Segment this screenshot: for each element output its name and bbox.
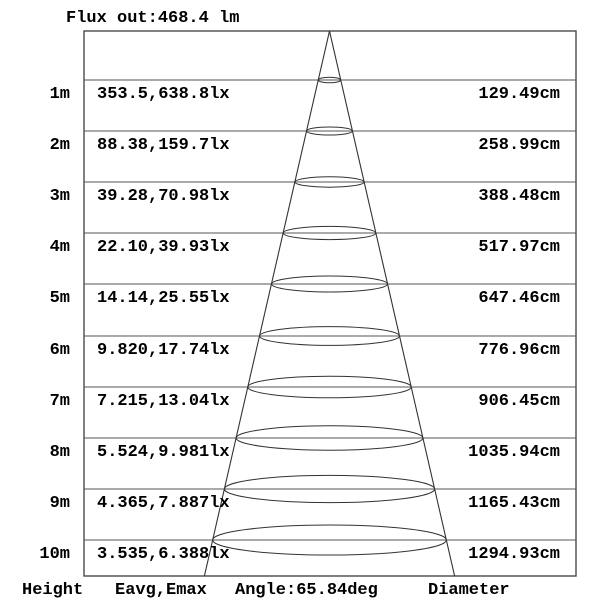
eavg-emax-value-3m: 39.28,70.98lx	[97, 187, 230, 206]
height-label-6m: 6m	[49, 341, 70, 360]
eavg-emax-value-2m: 88.38,159.7lx	[97, 136, 230, 155]
eavg-emax-value-7m: 7.215,13.04lx	[97, 392, 230, 411]
height-label-2m: 2m	[49, 136, 70, 155]
eavg-emax-value-1m: 353.5,638.8lx	[97, 85, 230, 104]
height-label-4m: 4m	[49, 238, 70, 257]
column-header-diameter: Diameter	[428, 581, 510, 600]
diameter-value-5m: 647.46cm	[478, 289, 560, 308]
flux-output-title: Flux out:468.4 lm	[66, 9, 240, 28]
column-header-height: Height	[22, 581, 84, 600]
eavg-emax-value-10m: 3.535,6.388lx	[97, 545, 230, 564]
cone-edge-right	[330, 31, 455, 576]
diameter-value-7m: 906.45cm	[478, 392, 560, 411]
height-label-1m: 1m	[49, 85, 70, 104]
diameter-value-9m: 1165.43cm	[468, 494, 560, 513]
diameter-value-10m: 1294.93cm	[468, 545, 560, 564]
diameter-value-3m: 388.48cm	[478, 187, 560, 206]
diameter-value-8m: 1035.94cm	[468, 443, 560, 462]
diameter-value-2m: 258.99cm	[478, 136, 560, 155]
diameter-value-4m: 517.97cm	[478, 238, 560, 257]
beam-angle-label: Angle:65.84deg	[235, 581, 378, 600]
diameter-value-1m: 129.49cm	[478, 85, 560, 104]
beam-ellipses	[213, 77, 447, 555]
eavg-emax-value-8m: 5.524,9.981lx	[97, 443, 230, 462]
eavg-emax-value-4m: 22.10,39.93lx	[97, 238, 230, 257]
light-cone-edges	[204, 31, 454, 576]
height-label-9m: 9m	[49, 494, 70, 513]
diameter-value-6m: 776.96cm	[478, 341, 560, 360]
height-label-7m: 7m	[49, 392, 70, 411]
height-label-5m: 5m	[49, 289, 70, 308]
eavg-emax-value-9m: 4.365,7.887lx	[97, 494, 230, 513]
eavg-emax-value-6m: 9.820,17.74lx	[97, 341, 230, 360]
eavg-emax-value-5m: 14.14,25.55lx	[97, 289, 230, 308]
column-header-eavg-emax: Eavg,Emax	[115, 581, 207, 600]
height-label-3m: 3m	[49, 187, 70, 206]
height-label-10m: 10m	[39, 545, 70, 564]
height-label-8m: 8m	[49, 443, 70, 462]
